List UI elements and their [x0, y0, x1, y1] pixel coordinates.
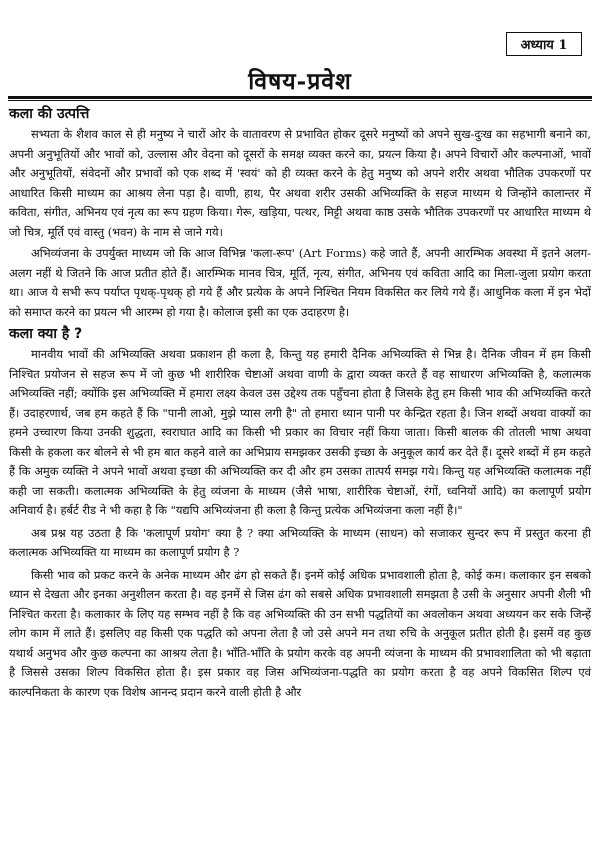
- section-heading-what-is-art: कला क्या है ?: [9, 326, 83, 342]
- paragraph: अभिव्यंजना के उपर्युक्त माध्यम जो कि आज विभिन्न 'कला-रूप' (Art Forms) कहे जाते हैं, अपनी आरम्भिक अवस्था में इतने अलग-अलग नहीं थे जितने कि आज प्रतीत होते हैं। आरम्भिक मानव चित्र, मूर्ति, नृत्य, संगीत, अभिनय एवं कविता आदि का मिला-जुला प्रयोग करता था। आज ये सभी रूप पर्याप्त पृथक्-पृथक् हो गये हैं और प्रत्येक के अपने निश्चित नियम विकसित कर लिये गये हैं। आधुनिक कला में इन भेदों को समाप्त करने का प्रयत्न भी आरम्भ हो गया है। कोलाज इसी का एक उदाहरण है।: [9, 246, 591, 319]
- paragraph: अब प्रश्न यह उठता है कि 'कलापूर्ण प्रयोग' क्या है ? क्या अभिव्यक्ति के माध्यम (साधन) को सजाकर सुन्दर रूप में प्रस्तुत करना ही कलात्मक अभिव्यक्ति या माध्यम का कलापूर्ण प्रयोग है ?: [9, 525, 591, 559]
- title-rule-thick: [8, 96, 592, 99]
- section-heading-origin: कला की उत्पत्ति: [9, 106, 90, 122]
- paragraph: किसी भाव को प्रकट करने के अनेक माध्यम और ढंग हो सकते हैं। इनमें कोई अधिक प्रभावशाली होता है, कोई कम। कलाकार इन सबको ध्यान से देखता और इनका अनुशीलन करता है। वह इनमें से जिस ढंग को सबसे अधिक प्रभावशाली समझता है उसी के अनुसार अपनी शैली भी निश्चित करता है। कलाकार के लिए यह सम्भव नहीं है कि वह अभिव्यक्ति की उन सभी पद्धतियों का अवलोकन अथवा अध्ययन कर सके जिन्हें लोग काम में लाते हैं। इसलिए वह किसी एक पद्धति को अपना लेता है जो उसे अपने मन तथा रुचि के अनुकूल प्रतीत होती है। इसमें वह कुछ यथार्थ अनुभव और कुछ कल्पना का आश्रय लेता है। भाँति-भाँति के प्रयोग करके वह अपनी व्यंजना के माध्यम की प्रभावशालिता को भी बढ़ाता है जिससे उसका शिल्प विकसित होता है। इस प्रकार वह जिस अभिव्यंजना-पद्धति का प्रयोग करता है वह अपने विकसित शिल्प एवं काल्पनिकता के कारण एक विशेष आनन्द प्रदान करने वाली होती है और: [9, 567, 591, 699]
- page-title: विषय-प्रवेश: [248, 68, 352, 95]
- paragraph: सभ्यता के शैशव काल से ही मनुष्य ने चारों ओर के वातावरण से प्रभावित होकर दूसरे मनुष्यों को अपने सुख-दुःख का सहभागी बनाने का, अपनी अनुभूतियों और भावों को, उल्लास और वेदना को दूसरों के समक्ष व्यक्त करने का, प्रयत्न किया है। अपने विचारों और कल्पनाओं, भावों और अनुभूतियों, संवेदनों और प्रभावों को एक शब्द में 'स्वयं' को ही व्यक्त करने के हेतु मनुष्य को अपने शरीर अथवा भौतिक उपकरणों पर आधारित किसी माध्यम का आश्रय लेना पड़ा है। वाणी, हाथ, पैर अथवा शरीर उसकी अभिव्यक्ति के सहज माध्यम थे जिन्होंने कालान्तर में कविता, संगीत, अभिनय एवं नृत्य का रूप ग्रहण किया। गेरू, खड़िया, पत्थर, मिट्टी अथवा काष्ठ उसके भौतिक उपकरणों पर आधारित माध्यम थे जो चित्र, मूर्ति एवं वास्तु (भवन) के नाम से जाने गये।: [9, 127, 591, 239]
- paragraph: मानवीय भावों की अभिव्यक्ति अथवा प्रकाशन ही कला है, किन्तु यह हमारी दैनिक अभिव्यक्ति से भिन्न है। दैनिक जीवन में हम किसी निश्चित प्रयोजन से सहज रूप में जो कुछ भी शारीरिक चेष्टाओं अथवा वाणी के द्वारा व्यक्त करते हैं वह साधारण अभिव्यक्ति है, कलात्मक अभिव्यक्ति नहीं; क्योंकि इस अभिव्यक्ति में हमारा लक्ष्य केवल उस उद्देश्य तक पहुँचना होता है जिसके हेतु हम किसी भाव की अभिव्यक्ति करते हैं। उदाहरणार्थ, जब हम कहते हैं कि "पानी लाओ, मुझे प्यास लगी है" तो हमारा ध्यान पानी पर केन्द्रित रहता है। जिन शब्दों अथवा वाक्यों का हमने उच्चारण किया उनकी शुद्धता, स्वराघात आदि का किसी भी प्रकार का विचार नहीं किया जाता। किसी बालक की तोतली भाषा अथवा किसी के हकला कर बोलने से भी हम बात कहने वाले का अभिप्राय समझकर उसकी इच्छा के अनुकूल कार्य कर देते हैं। दूसरे शब्दों में हम कहते हैं कि अमुक व्यक्ति ने अपने भावों अथवा इच्छा की अभिव्यक्ति कर दी और हम उसका तात्पर्य समझ गये। किन्तु यह अभिव्यक्ति कलात्मक नहीं कही जा सकती। कलात्मक अभिव्यक्ति के हेतु व्यंजना के माध्यम (जैसे भाषा, शारीरिक चेष्टाओं, रंगों, ध्वनियों आदि) का कलापूर्ण प्रयोग अनिवार्य है। हर्बर्ट रीड ने भी कहा है कि "यद्यपि अभिव्यंजना ही कला है किन्तु प्रत्येक अभिव्यंजना कला नहीं है।": [9, 347, 591, 517]
- page-content: [9, 104, 591, 704]
- title-rule-thin: [8, 100, 592, 101]
- chapter-label: अध्याय 1: [506, 32, 582, 56]
